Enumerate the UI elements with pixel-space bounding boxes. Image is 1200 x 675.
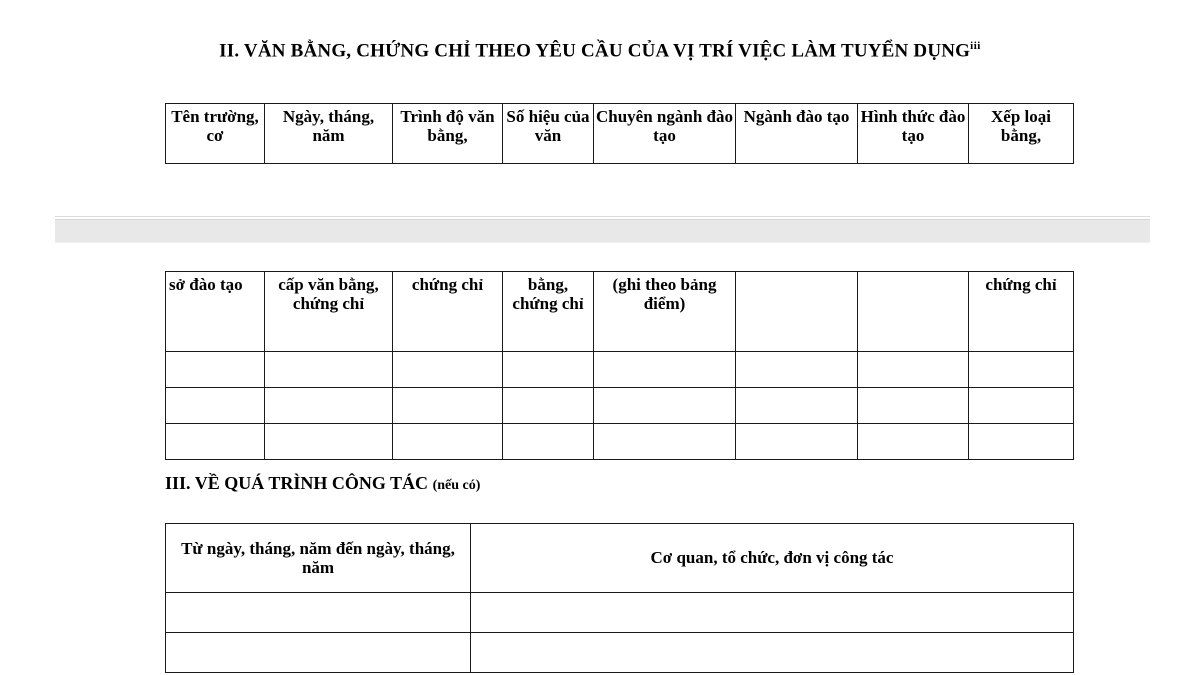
column-header-certificate-cont: chứng chỉ <box>393 272 503 352</box>
table-cell[interactable] <box>858 424 969 460</box>
table-cell[interactable] <box>471 593 1074 633</box>
table-cell[interactable] <box>265 424 393 460</box>
table-cell[interactable] <box>166 633 471 673</box>
table-cell[interactable] <box>736 352 858 388</box>
column-header-training-form: Hình thức đào tạo <box>858 104 969 164</box>
section-ii-heading <box>0 40 1200 62</box>
section-ii-heading-superscript: iii <box>970 40 981 52</box>
page-break-separator <box>55 219 1150 243</box>
column-header-empty-1 <box>736 272 858 352</box>
table-cell[interactable] <box>594 388 736 424</box>
education-table-header-fragment <box>165 103 1074 164</box>
table-row <box>166 524 1074 593</box>
work-history-table <box>165 523 1074 673</box>
column-header-work-period: Từ ngày, tháng, năm đến ngày, tháng, năm <box>166 524 471 593</box>
table-row <box>166 633 1074 673</box>
table-cell[interactable] <box>166 352 265 388</box>
education-table-continued <box>165 271 1074 460</box>
table-row <box>166 352 1074 388</box>
table-row <box>166 388 1074 424</box>
table-cell[interactable] <box>736 388 858 424</box>
section-ii-heading-text: II. VĂN BẰNG, CHỨNG CHỈ THEO YÊU CẦU CỦA VỊ TRÍ VIỆC LÀM TUYỂN DỤNG <box>219 40 971 62</box>
table-cell[interactable] <box>166 593 471 633</box>
table-cell[interactable] <box>594 424 736 460</box>
table-cell[interactable] <box>393 352 503 388</box>
table-cell[interactable] <box>265 388 393 424</box>
table-row <box>166 104 1074 164</box>
column-header-school: Tên trường, cơ <box>166 104 265 164</box>
table-cell[interactable] <box>503 388 594 424</box>
page-break-rule <box>55 216 1150 217</box>
column-header-transcript-note: (ghi theo bảng điểm) <box>594 272 736 352</box>
table-row <box>166 593 1074 633</box>
table-cell[interactable] <box>736 424 858 460</box>
table-cell[interactable] <box>969 388 1074 424</box>
column-header-empty-2 <box>858 272 969 352</box>
column-header-school-cont: sở đào tạo <box>166 272 265 352</box>
column-header-training-field: Ngành đào tạo <box>736 104 858 164</box>
table-cell[interactable] <box>858 352 969 388</box>
table-cell[interactable] <box>393 424 503 460</box>
column-header-grade: Xếp loại bằng, <box>969 104 1074 164</box>
column-header-date: Ngày, tháng, năm <box>265 104 393 164</box>
column-header-degree-certificate: bằng, chứng chỉ <box>503 272 594 352</box>
table-cell[interactable] <box>503 352 594 388</box>
table-cell[interactable] <box>166 388 265 424</box>
column-header-certificate-grade: chứng chỉ <box>969 272 1074 352</box>
column-header-degree-level: Trình độ văn bằng, <box>393 104 503 164</box>
section-iii-heading-note: (nếu có) <box>432 478 481 493</box>
table-cell[interactable] <box>969 352 1074 388</box>
table-cell[interactable] <box>594 352 736 388</box>
table-row <box>166 272 1074 352</box>
section-iii-heading <box>165 473 480 494</box>
table-cell[interactable] <box>166 424 265 460</box>
table-cell[interactable] <box>393 388 503 424</box>
section-iii-heading-text: III. VỀ QUÁ TRÌNH CÔNG TÁC <box>165 473 429 493</box>
column-header-organization: Cơ quan, tổ chức, đơn vị công tác <box>471 524 1074 593</box>
table-cell[interactable] <box>858 388 969 424</box>
table-cell[interactable] <box>503 424 594 460</box>
column-header-certificate-number: Số hiệu của văn <box>503 104 594 164</box>
table-cell[interactable] <box>471 633 1074 673</box>
column-header-specialization: Chuyên ngành đào tạo <box>594 104 736 164</box>
column-header-issuing-level: cấp văn bằng, chứng chỉ <box>265 272 393 352</box>
table-row <box>166 424 1074 460</box>
table-cell[interactable] <box>265 352 393 388</box>
table-cell[interactable] <box>969 424 1074 460</box>
